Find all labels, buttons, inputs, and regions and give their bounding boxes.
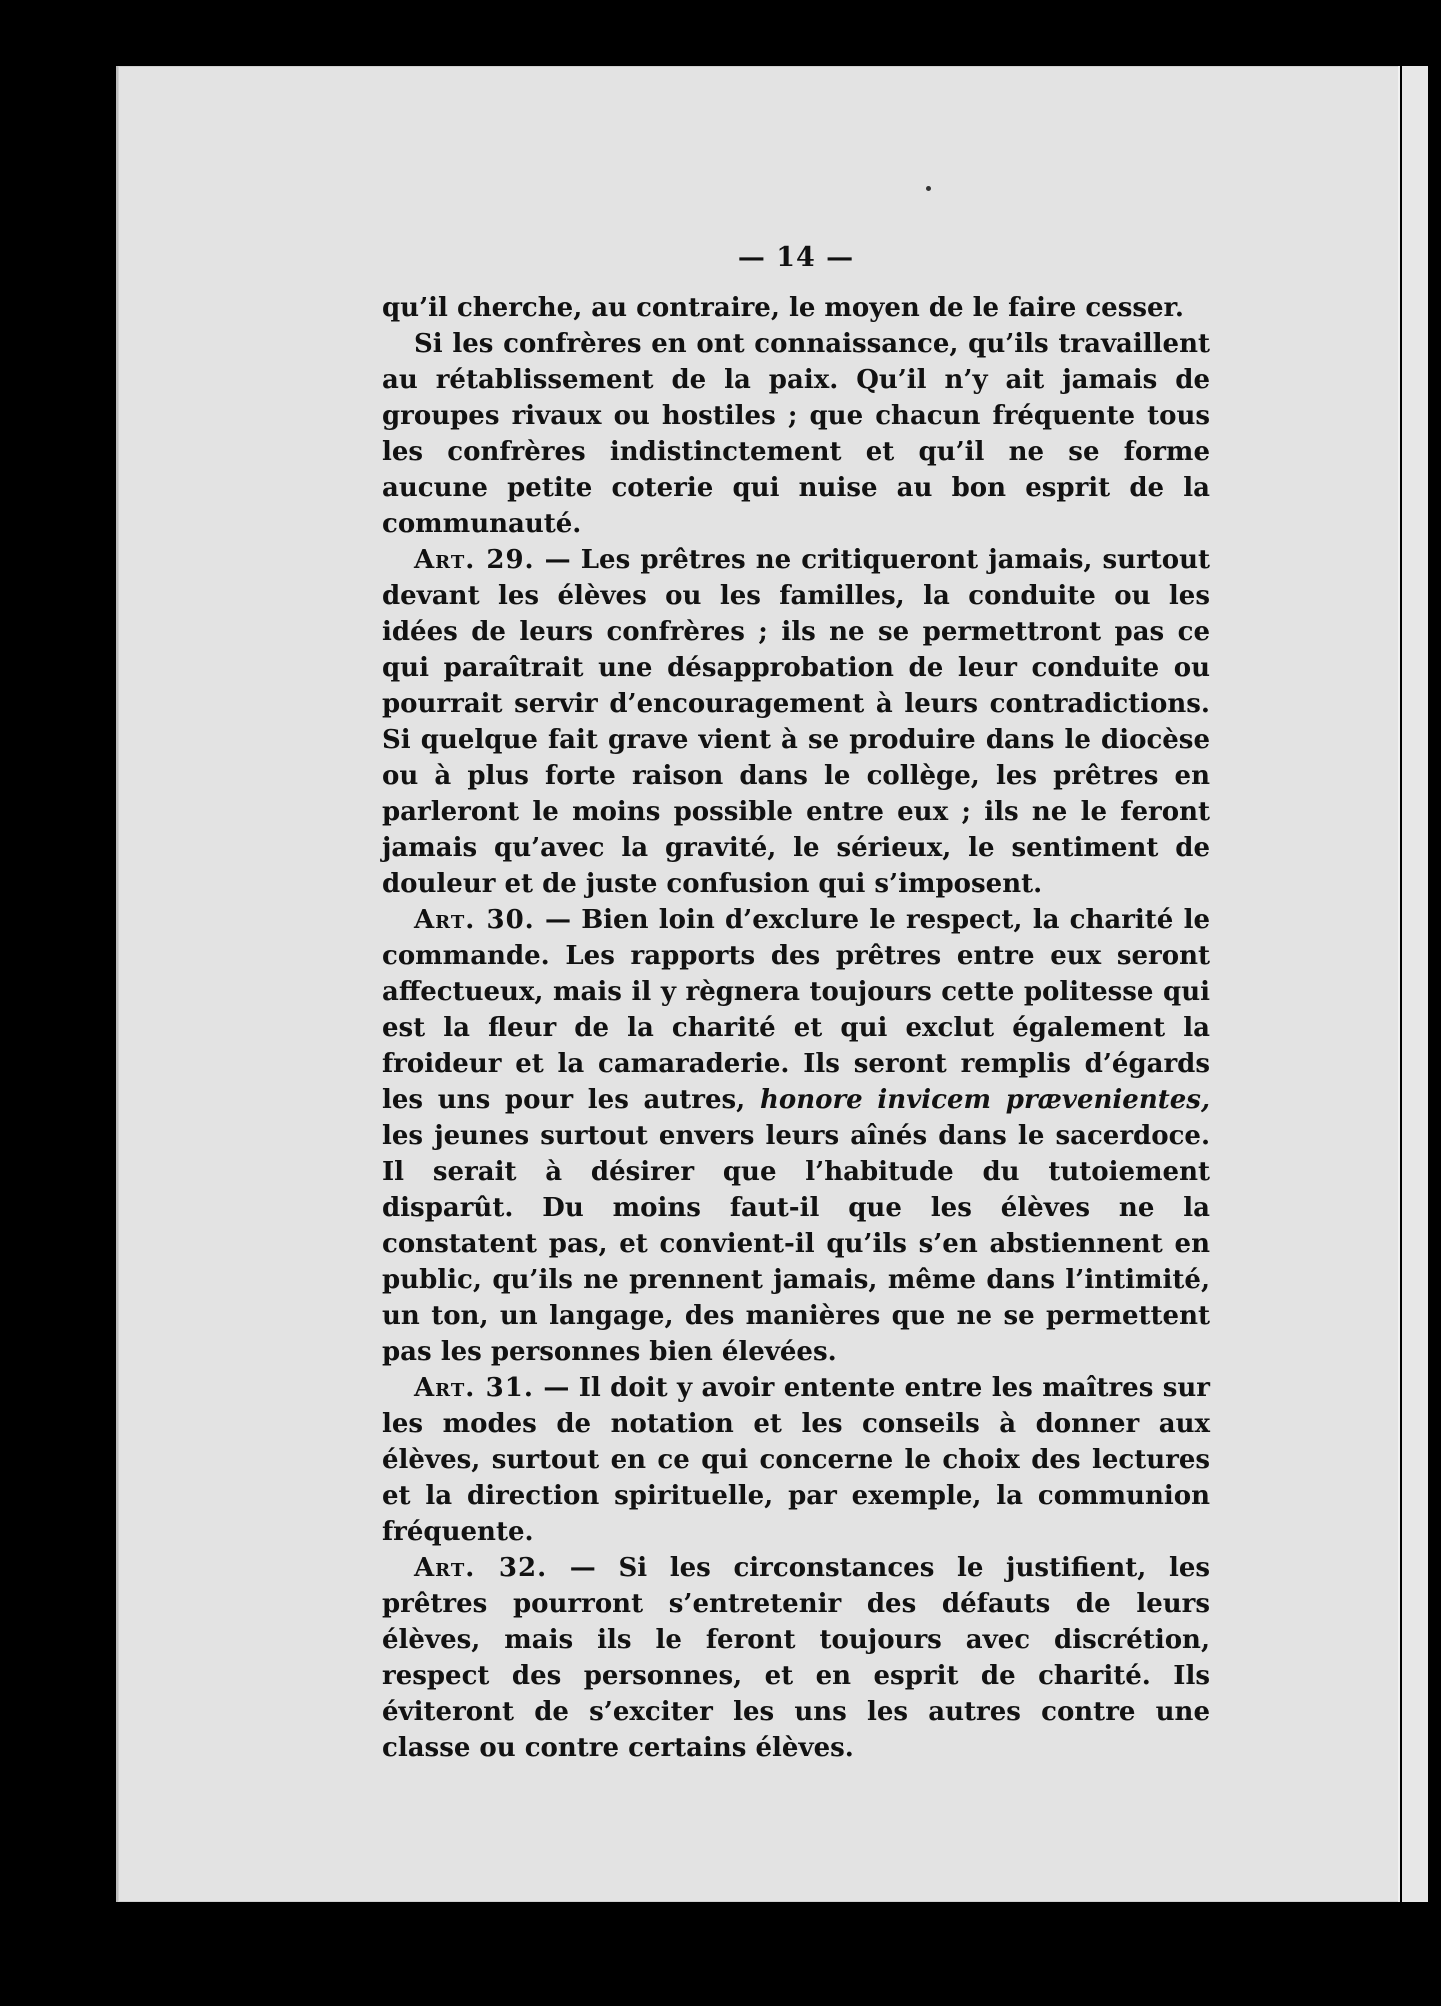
- paragraph-confreres: [382, 326, 1210, 542]
- article-label: Art. 31.: [414, 1373, 534, 1403]
- paragraph-text: Si les confrères en ont connaissance, qu’ils travaillent au rétablissement de la paix. Qu’il n’y ait jamais de groupes rivaux ou hostiles ; que chacun fréquente tous les confrères indistinctement et qu’il ne se forme aucune petite coterie qui nuise au bon esprit de la communauté.: [382, 329, 1210, 539]
- article-text: — Si les circonstances le justifient, les prêtres pourront s’entretenir des défauts de leurs élèves, mais ils le feront toujours avec discrétion, respect des personnes, et en esprit de charité. Ils éviteront de s’exciter les uns les autres contre une classe ou contre certains élèves.: [382, 1553, 1211, 1763]
- article-label: Art. 29.: [414, 545, 535, 575]
- page-number: — 14 —: [737, 242, 855, 273]
- article-30: [382, 902, 1210, 1370]
- adjacent-page-strip: [1402, 66, 1428, 1902]
- paragraph-text: qu’il cherche, au contraire, le moyen de le faire cesser.: [382, 293, 1184, 323]
- page-text-block: [382, 240, 1210, 1766]
- latin-quote: honore invicem prævenientes,: [759, 1085, 1210, 1115]
- page-right-edge: [1398, 66, 1400, 1902]
- article-text: — Les prêtres ne critiqueront jamais, surtout devant les élèves ou les familles, la conduite ou les idées de leurs confrères ; ils ne se permettront pas ce qui paraîtrait une désapprobation de leur conduite ou pourrait servir d’encouragement à leurs contradictions. Si quelque fait grave vient à se produire dans le diocèse ou à plus forte raison dans le collège, les prêtres en parleront le moins possible entre eux ; ils ne le feront jamais qu’avec la gravité, le sérieux, le sentiment de douleur et de juste confusion qui s’imposent.: [382, 545, 1210, 899]
- article-label: Art. 30.: [414, 905, 535, 935]
- article-text-before: — Bien loin d’exclure le respect, la charité le commande. Les rapports des prêtres entre eux seront affectueux, mais il y règnera toujours cette politesse qui est la fleur de la charité et qui exclut également la froideur et la camaraderie. Ils seront remplis d’égards les uns pour les autres,: [382, 905, 1211, 1115]
- article-31: [382, 1370, 1210, 1550]
- article-label: Art. 32.: [414, 1553, 548, 1583]
- paragraph-continuation: [382, 290, 1210, 326]
- article-29: [382, 542, 1210, 902]
- article-text: — Il doit y avoir entente entre les maîtres sur les modes de notation et les conseils à donner aux élèves, surtout en ce qui concerne le choix des lectures et la direction spirituelle, par exemple, la communion fréquente.: [382, 1373, 1210, 1547]
- article-32: [382, 1550, 1210, 1766]
- speck-mark: [926, 186, 931, 191]
- article-text-after: les jeunes surtout envers leurs aînés dans le sacerdoce. Il serait à désirer que l’habitude du tutoiement disparût. Du moins faut-il que les élèves ne la constatent pas, et convient-il qu’ils s’en abstiennent en public, qu’ils ne prennent jamais, même dans l’intimité, un ton, un langage, des manières que ne se permettent pas les personnes bien élevées.: [382, 1121, 1210, 1367]
